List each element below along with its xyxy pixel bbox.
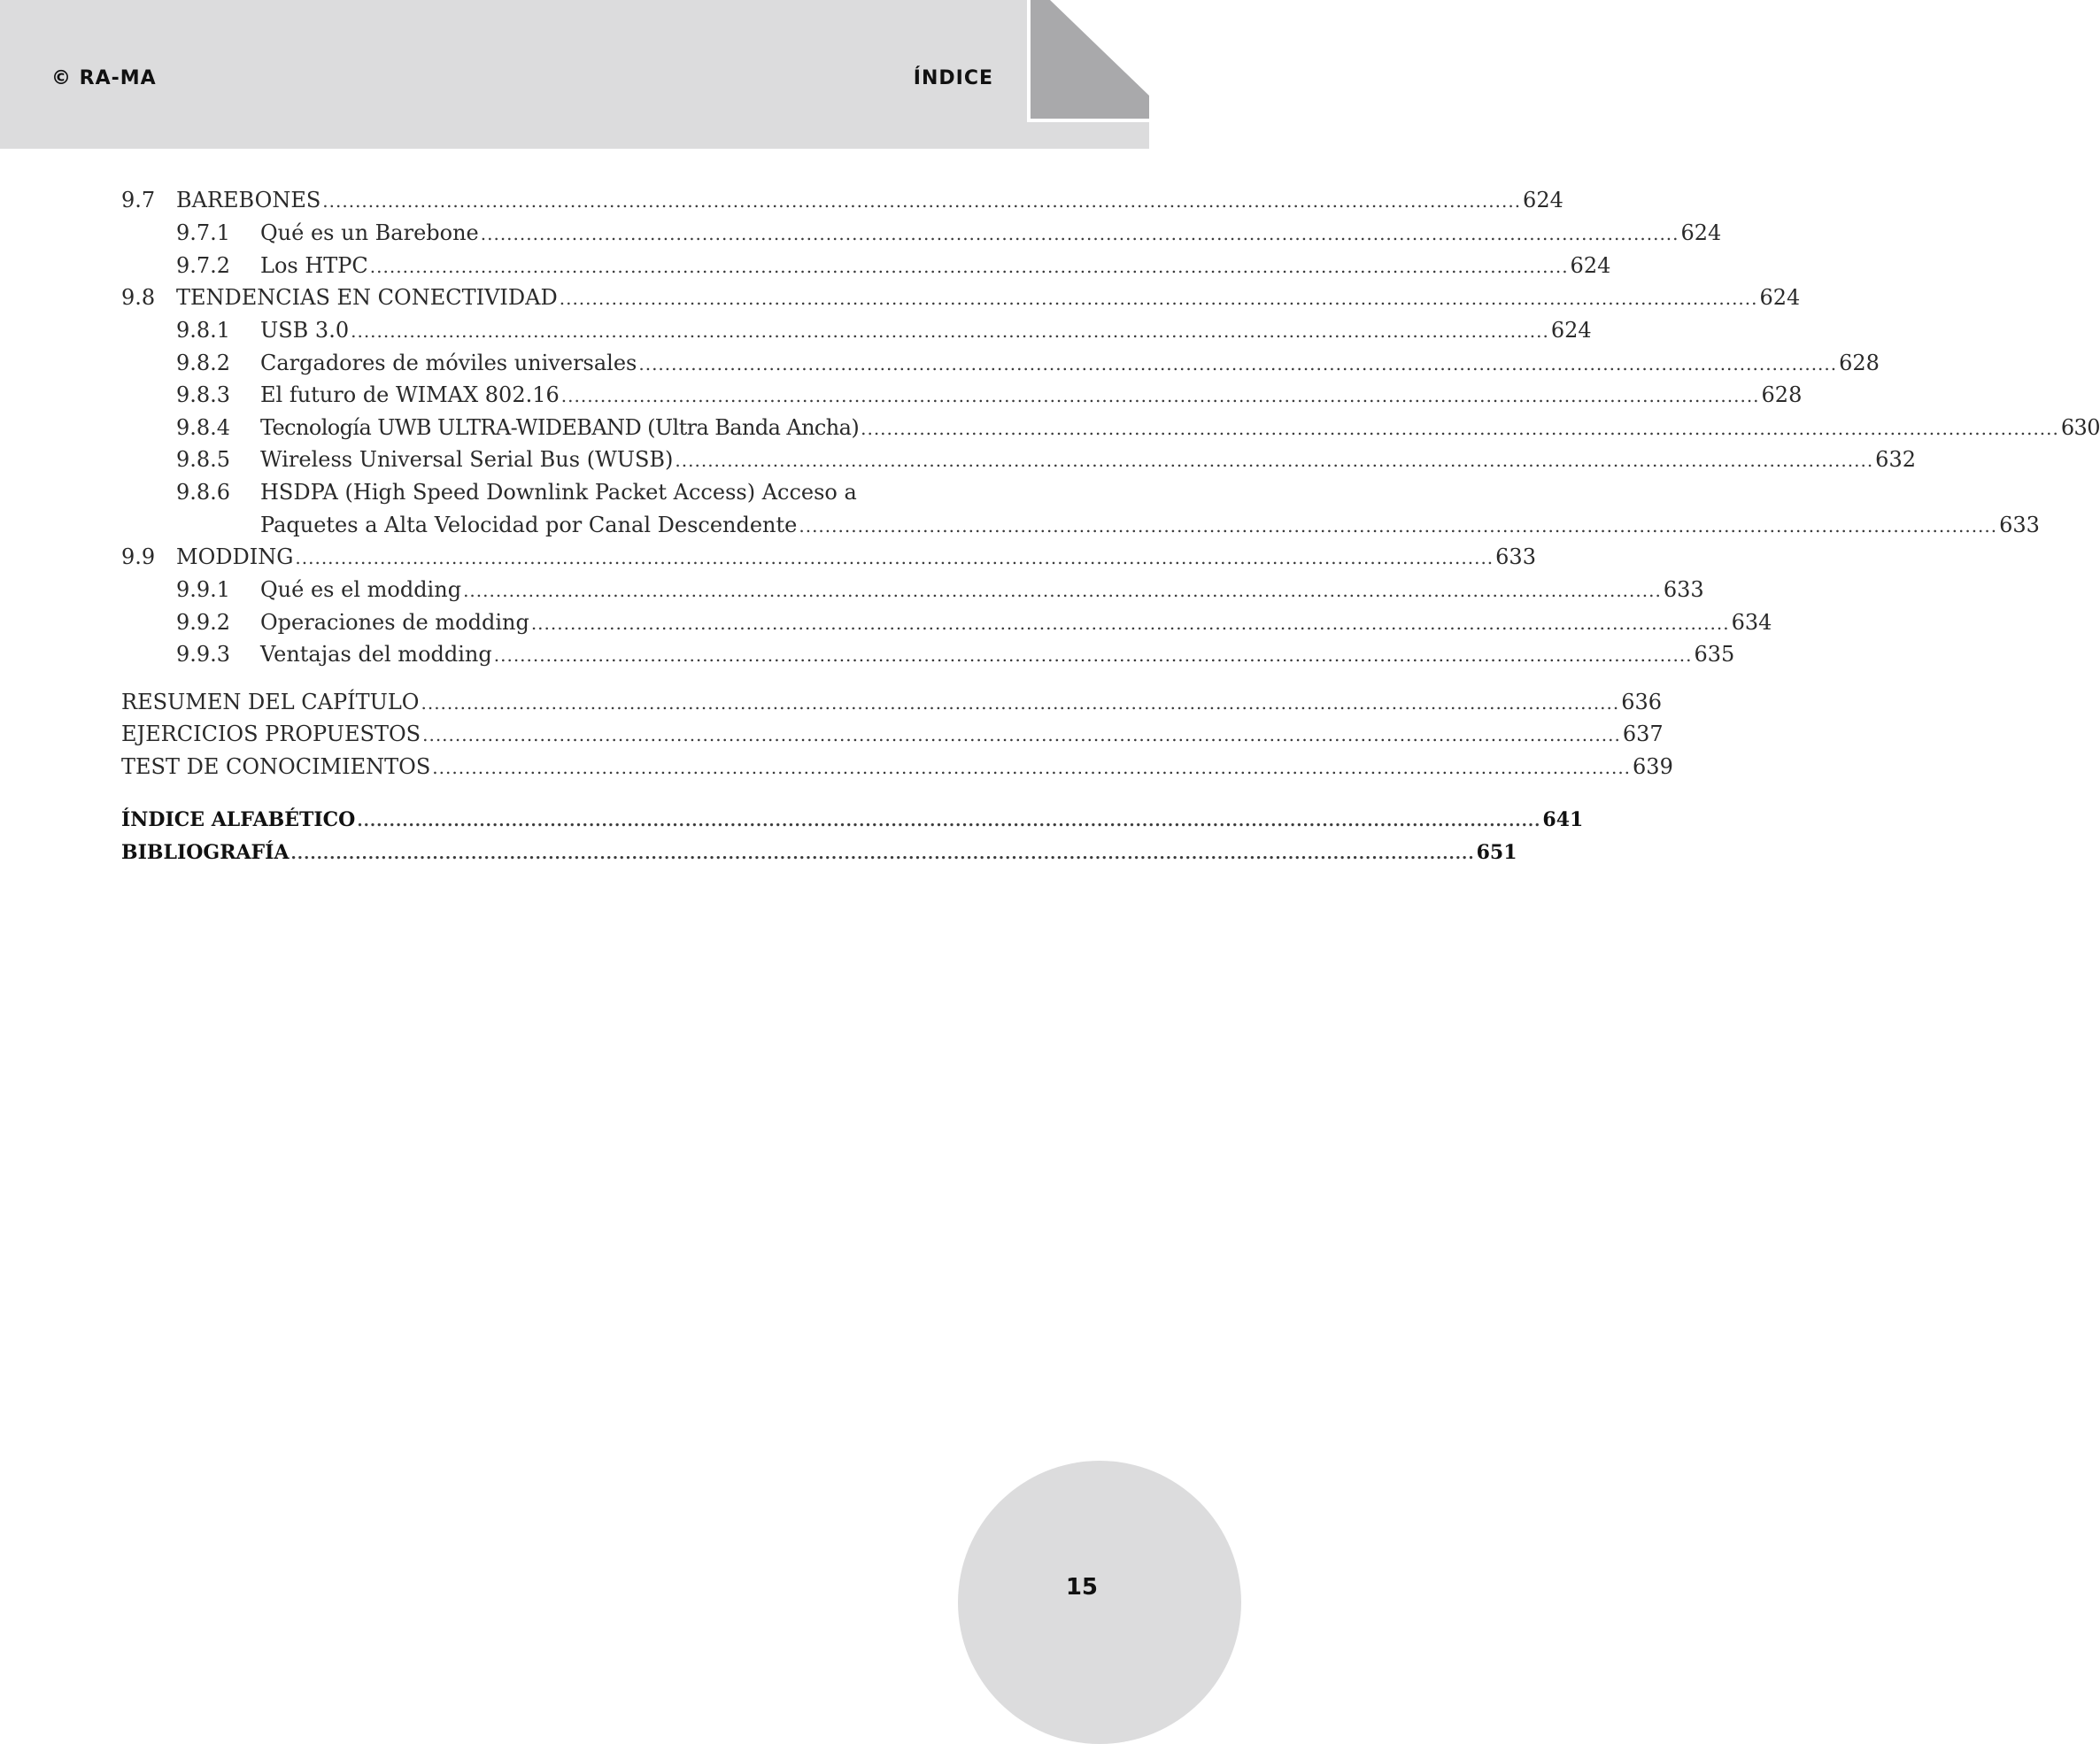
toc-entry-number: 9.9.2 [176, 610, 231, 635]
toc-entry-page: 635 [1694, 642, 1735, 667]
toc-entry-number: 9.8.4 [176, 415, 231, 440]
dot-leader: ........................................................................................................................................................................................ [432, 757, 1632, 778]
dot-leader: ........................................................................................................................................................................................ [638, 353, 1838, 374]
toc-entry-title: Qué es el modding [260, 577, 462, 602]
toc-entry-page: 633 [1663, 577, 1704, 602]
toc-entry-title-line [260, 509, 2040, 543]
toc-entry[interactable] [0, 476, 1149, 509]
toc-entry[interactable] [0, 412, 2100, 444]
toc-entry-page: 637 [1622, 722, 1664, 746]
toc-entry-title-line [260, 314, 1592, 348]
dot-leader: ........................................................................................................................................................................................ [559, 288, 1758, 309]
toc-entry-title-line [260, 638, 1735, 672]
toc-entry-title-line [260, 379, 1803, 413]
toc-entry[interactable] [0, 804, 1584, 837]
toc-entry-number: 9.9.3 [176, 642, 231, 667]
dot-leader: ........................................................................................................................................................................................ [351, 320, 1549, 342]
toc-entry-page: 632 [1875, 447, 1916, 472]
toc-entry[interactable] [0, 184, 1563, 217]
toc-entry-title: RESUMEN DEL CAPÍTULO [121, 690, 420, 714]
toc-entry-title: Cargadores de móviles universales [260, 351, 637, 375]
toc-entry-title: Paquetes a Alta Velocidad por Canal Descendente [260, 513, 798, 537]
toc-entry[interactable] [0, 541, 1536, 574]
toc-entry-title-line [176, 184, 1563, 218]
toc-entry-title-line [260, 606, 1772, 640]
toc-entry-title: Tecnología UWB ULTRA-WIDEBAND (Ultra Banda Ancha) [260, 415, 860, 440]
toc-entry-page: 624 [1680, 220, 1722, 245]
dot-leader: ........................................................................................................................................................................................ [675, 450, 1874, 471]
toc-entry-title: BIBLIOGRAFÍA [121, 841, 290, 864]
dot-leader: ........................................................................................................................................................................................ [369, 256, 1569, 277]
toc-entry-continuation[interactable] [0, 509, 2040, 542]
dot-leader: ........................................................................................................................................................................................ [463, 580, 1662, 601]
dot-leader: ........................................................................................................................................................................................ [530, 613, 1730, 634]
dot-leader: ........................................................................................................................................................................................ [357, 812, 1541, 830]
toc-entry-page: 624 [1759, 285, 1801, 310]
toc-entry-title: Wireless Universal Serial Bus (WUSB) [260, 447, 674, 472]
header-section-title: ÍNDICE [913, 67, 993, 89]
header-copyright: © RA-MA [51, 67, 157, 89]
toc-entry-number: 9.8.2 [176, 351, 231, 375]
toc-entry-page: 628 [1761, 382, 1803, 407]
toc-entry-title-line [260, 444, 1916, 477]
toc-entry[interactable] [0, 347, 1880, 380]
toc-entry-title-line1: HSDPA (High Speed Downlink Packet Access) Acceso a [260, 480, 857, 505]
dot-leader: ........................................................................................................................................................................................ [493, 644, 1693, 666]
toc-entry-title: BAREBONES [176, 188, 321, 212]
toc-entry-number: 9.9 [121, 544, 156, 569]
toc-entry[interactable] [0, 574, 1704, 606]
toc-entry-title: USB 3.0 [260, 318, 350, 343]
dot-leader: ........................................................................................................................................................................................ [861, 418, 2059, 439]
toc-entry-title: Operaciones de modding [260, 610, 529, 635]
dot-leader: ........................................................................................................................................................................................ [422, 724, 1621, 745]
toc-entry-number: 9.8.1 [176, 318, 231, 343]
toc-entry-number: 9.8 [121, 285, 156, 310]
toc-entry-title-line [260, 250, 1611, 283]
toc-entry-title: TENDENCIAS EN CONECTIVIDAD [176, 285, 558, 310]
page-number-circle [958, 1461, 1241, 1744]
toc-entry[interactable] [0, 718, 1664, 751]
toc-entry-title-line [260, 217, 1722, 251]
toc-entry[interactable] [0, 444, 1916, 476]
toc-entry-page: 633 [1495, 544, 1536, 569]
toc-entry[interactable] [0, 217, 1722, 250]
toc-entry-title-line [260, 412, 2100, 445]
toc-entry-page: 630 [2060, 415, 2100, 440]
toc-entry-page: 624 [1550, 318, 1592, 343]
toc-entry-title: Ventajas del modding [260, 642, 492, 667]
dot-leader: ........................................................................................................................................................................................ [322, 190, 1522, 212]
toc-entry-page: 636 [1621, 690, 1663, 714]
toc-entry-number: 9.8.6 [176, 480, 231, 505]
toc-entry-title: TEST DE CONOCIMIENTOS [121, 754, 431, 779]
toc-entry-number: 9.8.5 [176, 447, 231, 472]
toc-entry-page: 624 [1570, 253, 1611, 278]
toc-entry-title: Qué es un Barebone [260, 220, 479, 245]
toc-entry-page: 634 [1731, 610, 1772, 635]
toc-entry-title-line [176, 541, 1536, 575]
toc-entry-number: 9.8.3 [176, 382, 231, 407]
toc-entry[interactable] [0, 686, 1663, 719]
toc-entry[interactable] [0, 837, 1517, 869]
dot-leader: ........................................................................................................................................................................................ [295, 547, 1494, 568]
toc-entry-title-line [121, 751, 1673, 784]
toc-entry-page: 628 [1839, 351, 1880, 375]
toc-entry-title: Los HTPC [260, 253, 368, 278]
toc-entry-title-line [121, 804, 1584, 837]
toc-entry-title-line [260, 574, 1704, 607]
toc-entry-title-line [121, 718, 1664, 752]
toc-entry[interactable] [0, 282, 1801, 314]
toc-entry-page: 651 [1476, 841, 1517, 864]
toc-entry-title-line [121, 837, 1517, 870]
toc-entry-number: 9.7.1 [176, 220, 231, 245]
toc-entry-page: 624 [1523, 188, 1563, 212]
toc-entry-number: 9.9.1 [176, 577, 231, 602]
toc-entry-title: ÍNDICE ALFABÉTICO [121, 808, 356, 831]
toc-entry[interactable] [0, 638, 1735, 671]
toc-entry[interactable] [0, 751, 1673, 783]
toc-entry-number: 9.7 [121, 188, 156, 212]
toc-entry-page: 641 [1542, 808, 1584, 831]
toc-entry[interactable] [0, 606, 1772, 639]
page-number: 15 [1065, 1574, 1098, 1601]
dot-leader: ........................................................................................................................................................................................ [290, 845, 1475, 863]
toc-entry-title-line [121, 686, 1663, 720]
toc-entry-number: 9.7.2 [176, 253, 231, 278]
toc-entry[interactable] [0, 314, 1592, 347]
dot-leader: ........................................................................................................................................................................................ [421, 692, 1620, 714]
toc-entry-page: 633 [1999, 513, 2040, 537]
toc-entry-title: MODDING [176, 544, 294, 569]
toc-entry-title: El futuro de WIMAX 802.16 [260, 382, 560, 407]
toc-entry[interactable] [0, 379, 1803, 412]
toc-entry-page: 639 [1633, 754, 1673, 779]
dot-leader: ........................................................................................................................................................................................ [480, 223, 1679, 244]
toc-entry-title-line [260, 347, 1880, 381]
dot-leader: ........................................................................................................................................................................................ [560, 385, 1760, 406]
toc-entry-title: EJERCICIOS PROPUESTOS [121, 722, 421, 746]
dot-leader: ........................................................................................................................................................................................ [799, 515, 1998, 536]
toc-entry[interactable] [0, 250, 1611, 282]
page-corner-fold [1027, 0, 1149, 122]
toc-entry-title-line [176, 282, 1801, 315]
